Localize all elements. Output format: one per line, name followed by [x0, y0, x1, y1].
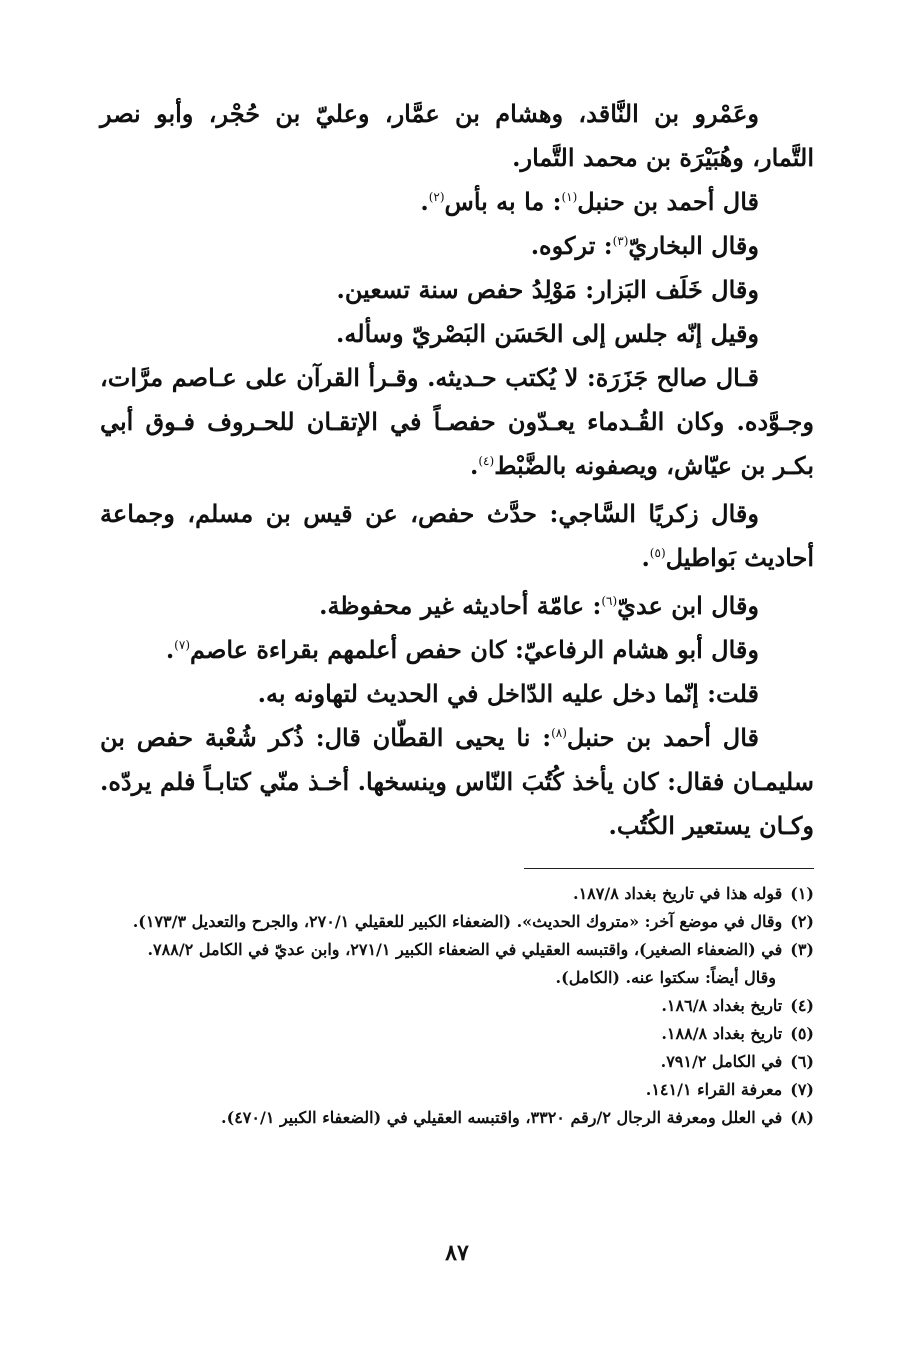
paragraph-saji [100, 492, 814, 580]
footnote-text: وقال أيضاً: سكتوا عنه. (الكامل). [555, 968, 776, 987]
footnote-8 [100, 1104, 814, 1132]
paragraph-text: . [641, 543, 650, 572]
footnote-number: (٧) [790, 1080, 814, 1099]
footnote-number: (٨) [790, 1108, 814, 1127]
paragraph-text: وقال زكريًا السَّاجي: حدَّث حفص، عن قيس بن مسلم، وجماعة أحاديث بَواطيل [100, 499, 814, 572]
paragraph-text: وقال البخاريّ [628, 231, 759, 260]
footnote-ref[interactable]: (٣) [612, 234, 629, 248]
footnote-text: تاريخ بغداد ١٨٨/٨. [661, 1024, 783, 1043]
paragraph-text: وعَمْرو بن النَّاقد، وهشام بن عمَّار، وعليّ بن حُجْر، وأبو نصر التَّمار، وهُبَيْرَة بن محمد التَّمار. [100, 99, 814, 172]
footnote-text: في الكامل ٧٩١/٢. [660, 1052, 783, 1071]
footnote-number: (١) [790, 884, 814, 903]
paragraph-hasan [100, 312, 814, 356]
paragraph-text: : تركوه. [530, 231, 613, 260]
paragraph-text: وقال ابن عديّ [617, 591, 759, 620]
footnote-text: معرفة القراء ١٤١/١. [645, 1080, 783, 1099]
footnote-ref[interactable]: (٥) [649, 546, 666, 560]
page-number: ٨٧ [445, 1240, 469, 1266]
paragraph-text: . [420, 187, 429, 216]
paragraph-bukhari [100, 224, 814, 268]
paragraph-text: قال أحمد بن حنبل [577, 187, 759, 216]
paragraph-text: . [470, 451, 479, 480]
footnote-ref[interactable]: (٢) [428, 190, 445, 204]
footnote-number: (٣) [790, 940, 814, 959]
paragraph-ahmad-quote [100, 180, 814, 224]
paragraph-rifai [100, 628, 814, 672]
paragraph-text: : عامّة أحاديثه غير محفوظة. [319, 591, 602, 620]
footnotes [100, 880, 814, 1132]
footnote-ref[interactable]: (٤) [478, 454, 495, 468]
footnote-text: في العلل ومعرفة الرجال ٢/رقم ٣٣٢٠، واقتبسه العقيلي في (الضعفاء الكبير ٤٧٠/١). [221, 1108, 783, 1127]
paragraph-text: وقيل إنّه جلس إلى الحَسَن البَصْريّ وسأله. [336, 319, 759, 348]
footnote-number: (٥) [790, 1024, 814, 1043]
footnote-1 [100, 880, 814, 908]
main-text [100, 92, 814, 848]
paragraph-shuba [100, 716, 814, 848]
footnote-text: في (الضعفاء الصغير)، واقتبسه العقيلي في الضعفاء الكبير ٢٧١/١، وابن عديّ في الكامل ٧٨٨/٢. [147, 940, 783, 959]
footnote-ref[interactable]: (٨) [551, 726, 567, 740]
footnote-3 [100, 936, 814, 964]
footnote-7 [100, 1076, 814, 1104]
footnote-ref[interactable]: (٧) [174, 638, 190, 652]
footnote-number: (٦) [790, 1052, 814, 1071]
paragraph-text: وقال أبو هشام الرفاعيّ: كان حفص أعلمهم بقراءة عاصم [190, 635, 759, 664]
footnote-number: (٢) [790, 912, 814, 931]
paragraph-khalaf [100, 268, 814, 312]
footnote-separator [524, 868, 814, 869]
footnote-number: (٤) [790, 996, 814, 1015]
footnote-text: قوله هذا في تاريخ بغداد ١٨٧/٨. [572, 884, 783, 903]
footnote-text: تاريخ بغداد ١٨٦/٨. [661, 996, 783, 1015]
footnote-ref[interactable]: (١) [561, 190, 578, 204]
paragraph-text: : ما به بأس [444, 187, 562, 216]
footnote-3-continuation [100, 964, 814, 992]
paragraph-narrators [100, 92, 814, 180]
paragraph-text: وقال خَلَف البَزار: مَوْلِدُ حفص سنة تسعين. [336, 275, 759, 304]
footnote-5 [100, 1020, 814, 1048]
footnote-text: وقال في موضع آخر: «متروك الحديث». (الضعفاء الكبير للعقيلي ٢٧٠/١، والجرح والتعديل ١٧٣/٣). [132, 912, 783, 931]
paragraph-text: قـال صالح جَزَرَة: لا يُكتب حـديثه. وقـرأ القرآن على عـاصم مرَّات، وجـوَّده. وكان القُـدماء يعـدّون حفصـاً في الإتقـان للحـروف فـوق أبي بكـر بن عيّاش، ويصفونه بالضَّبْط [100, 363, 814, 480]
footnote-4 [100, 992, 814, 1020]
paragraph-text: . [165, 635, 175, 664]
paragraph-qultu [100, 672, 814, 716]
footnote-6 [100, 1048, 814, 1076]
paragraph-text: قال أحمد بن حنبل [566, 723, 760, 752]
footnote-ref[interactable]: (٦) [601, 594, 618, 608]
paragraph-salih [100, 356, 814, 488]
paragraph-text: قلت: إنّما دخل عليه الدّاخل في الحديث لتهاونه به. [257, 679, 759, 708]
paragraph-text: : نا يحيى القطّان قال: ذُكر شُعْبة حفص بن سليمـان فقال: كان يأخذ كُتُبَ النّاس وينسخها. أخـذ منّي كتابـاً فلم يردّه. وكـان يستعير الكُتُب. [100, 723, 814, 840]
footnote-2 [100, 908, 814, 936]
paragraph-ibn-adi [100, 584, 814, 628]
